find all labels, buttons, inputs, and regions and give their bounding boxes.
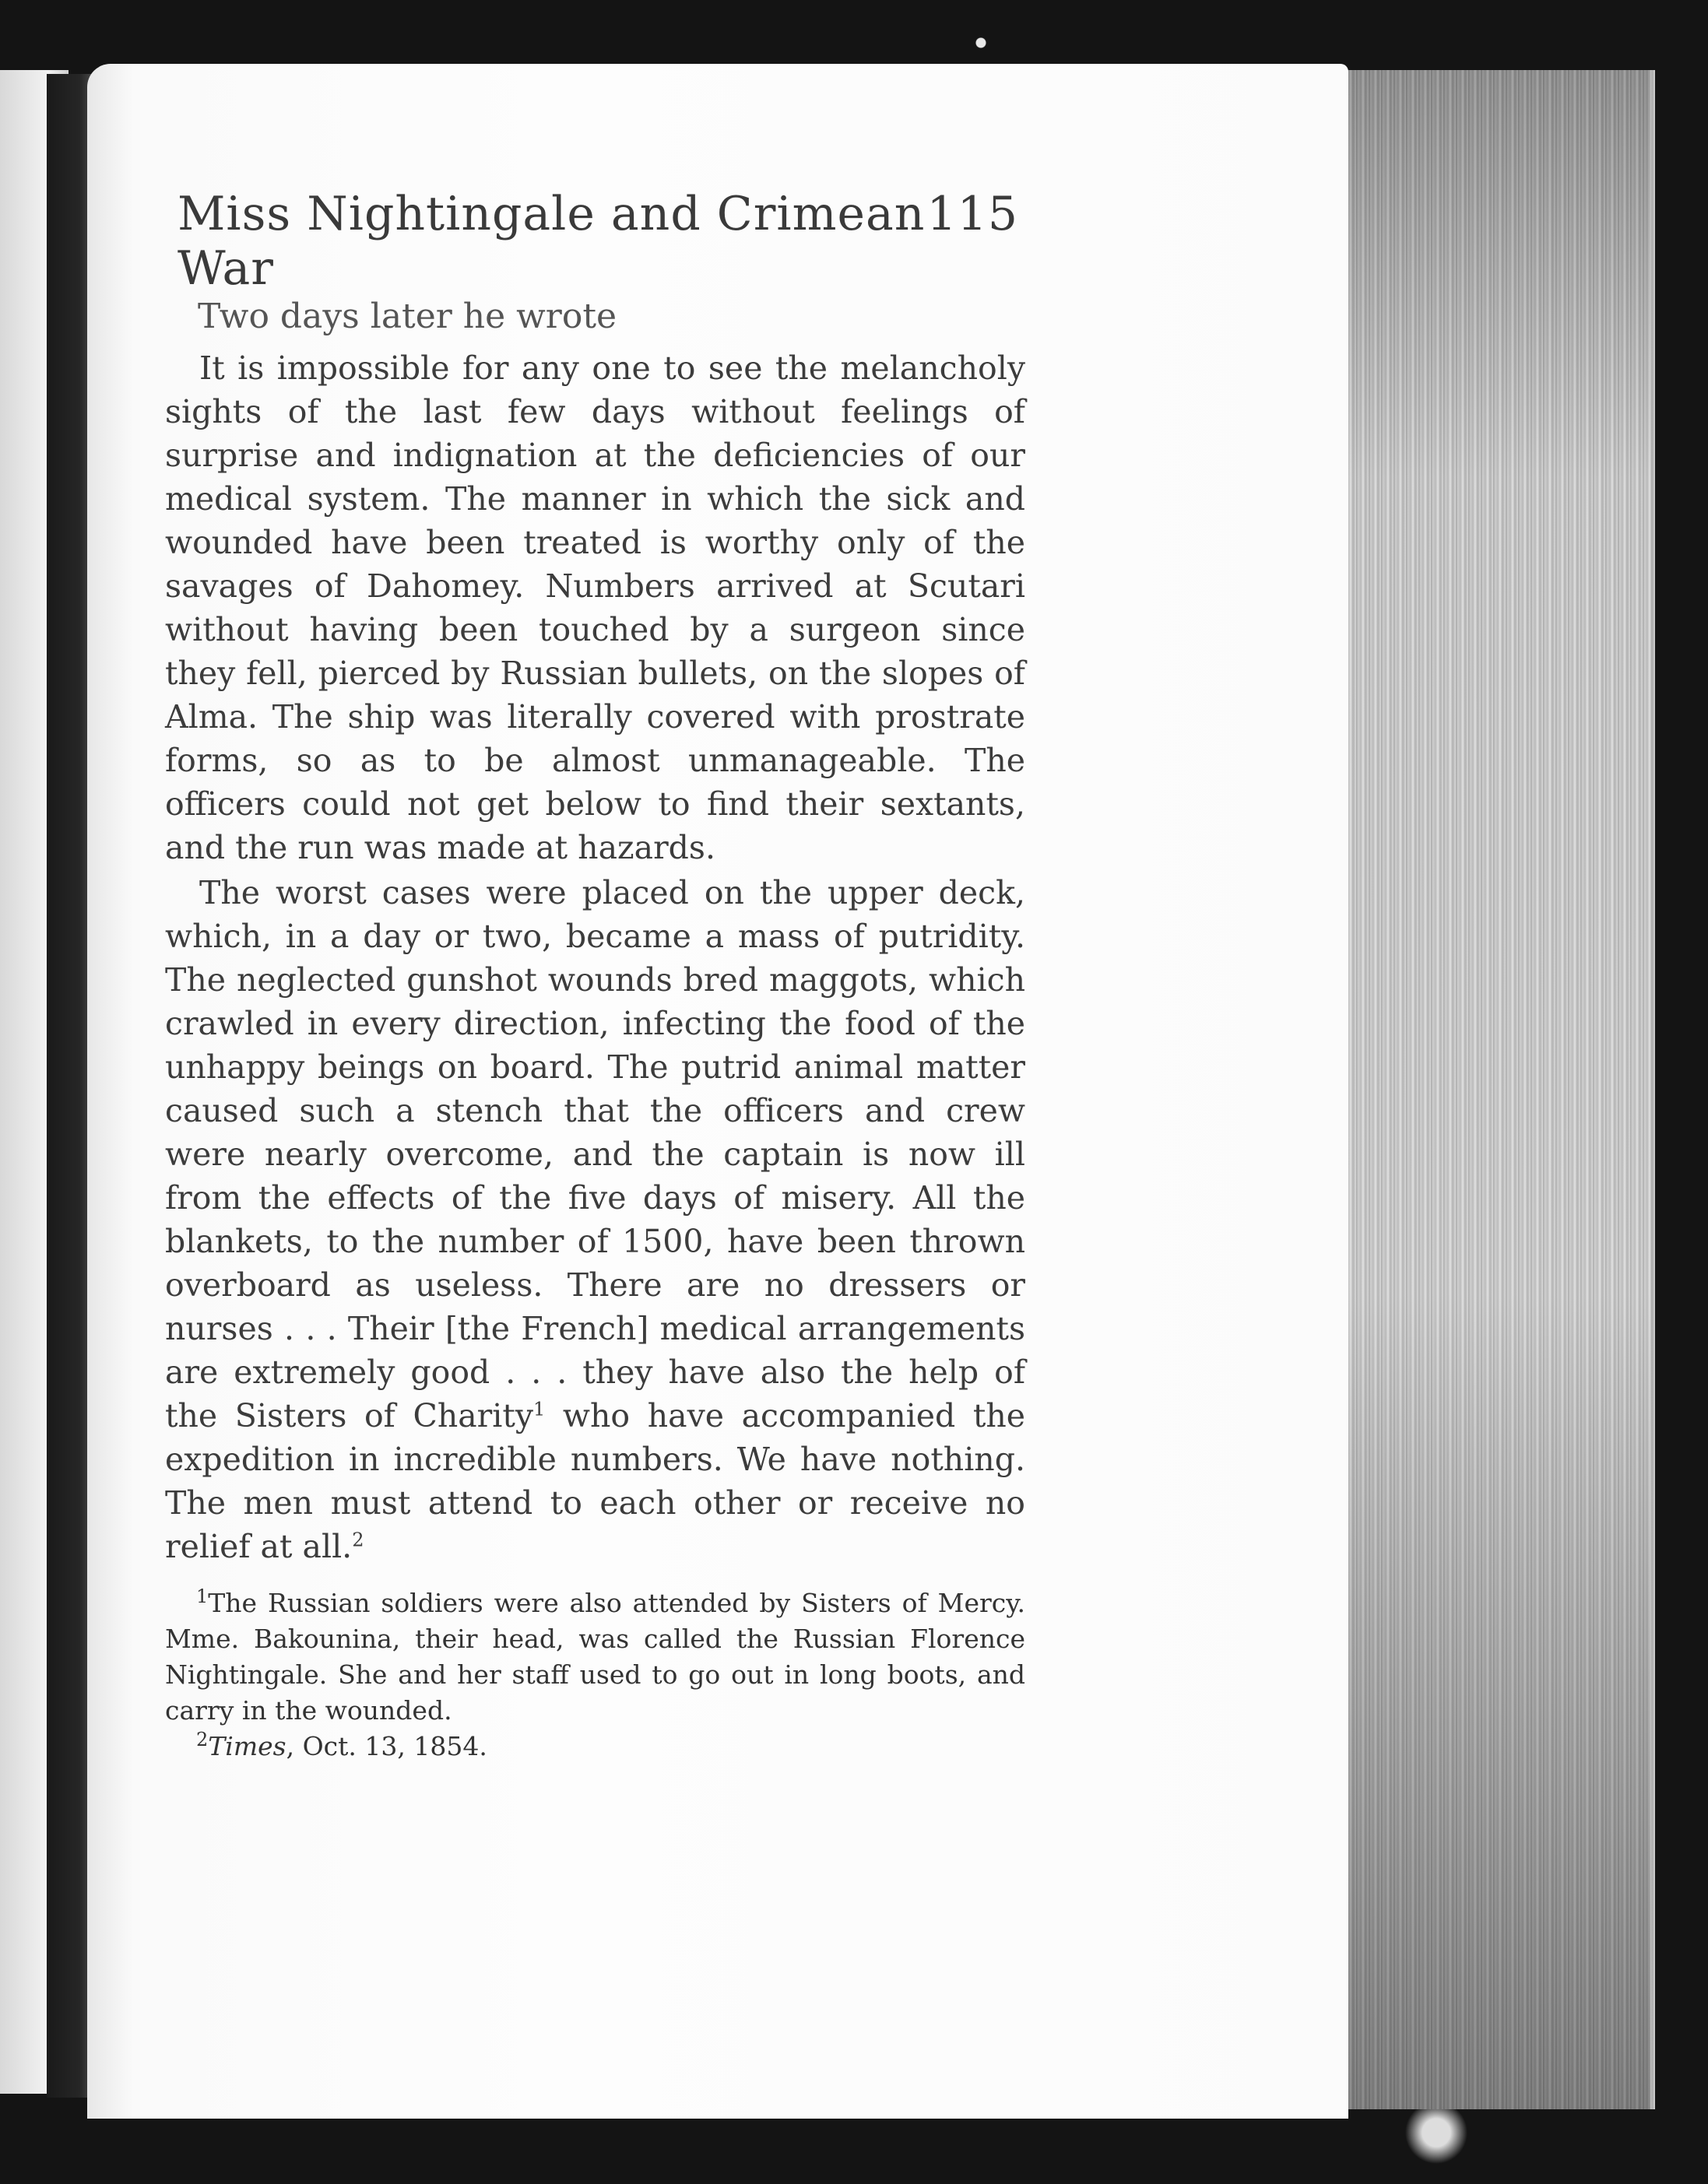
footnotes [165, 1585, 1025, 1764]
footnote-ref-1: 1 [533, 1398, 546, 1420]
quote-paragraph-1: It is impossible for any one to see the melancholy sights of the last few days without feelings of surprise and indignation at the deficiencies of our medical system. The manner in which the sick and wounded have been treated is worthy only of the savages of Dahomey. Numbers arrived at Scutari without having been touched by a surgeon since they fell, pierced by Russian bullets, on the slopes of Alma. The ship was literally covered with prostrate forms, so as to be almost unmanageable. The officers could not get below to find their sextants, and the run was made at hazards. [165, 349, 1025, 866]
footnote-2-mark: 2 [196, 1729, 209, 1750]
footnote-1-mark: 1 [196, 1585, 209, 1607]
page-number: 115 [926, 187, 1018, 241]
footnote-1-text: The Russian soldiers were also attended by Sisters of Mercy. Mme. Bakounina, their head, was called the Russian Florence Nightingale. She and her staff used to go out in long boots, and carry in the wounded. [165, 1588, 1025, 1726]
footnote-2-date: , Oct. 13, 1854. [286, 1731, 487, 1761]
running-header [177, 187, 1018, 296]
quote-paragraph-2 [165, 871, 1025, 1568]
footnote-ref-2: 2 [352, 1529, 364, 1551]
page-text [165, 292, 1025, 1764]
footnote-2 [165, 1729, 1025, 1764]
intro-line: Two days later he wrote [198, 297, 617, 336]
page-block-shade [1339, 70, 1650, 2109]
footnote-2-source: Times [208, 1731, 286, 1761]
quote-paragraph-2-tail: who have accompanied the expedition in incredible numbers. We have nothing. The men must attend to each other or receive no relief at all. [165, 1397, 1026, 1565]
chapter-title: Miss Nightingale and Crimean War [177, 187, 926, 296]
quote-paragraph-2-main: The worst cases were placed on the upper deck, which, in a day or two, became a mass of putridity. The neglected gunshot wounds bred maggots, which crawled in every direction, infecting the food of the unhappy beings on board. The putrid animal matter caused such a stench that the officers and crew were nearly overcome, and the captain is now ill from the effects of the five days of misery. All the blankets, to the number of 1500, have been thrown overboard as useless. There are no dressers or nurses . . . Their [the French] medical arrangements are extremely good . . . they have also the help of the Sisters of Charity [165, 874, 1025, 1434]
block-quote [165, 346, 1025, 1568]
footnote-1 [165, 1585, 1025, 1729]
